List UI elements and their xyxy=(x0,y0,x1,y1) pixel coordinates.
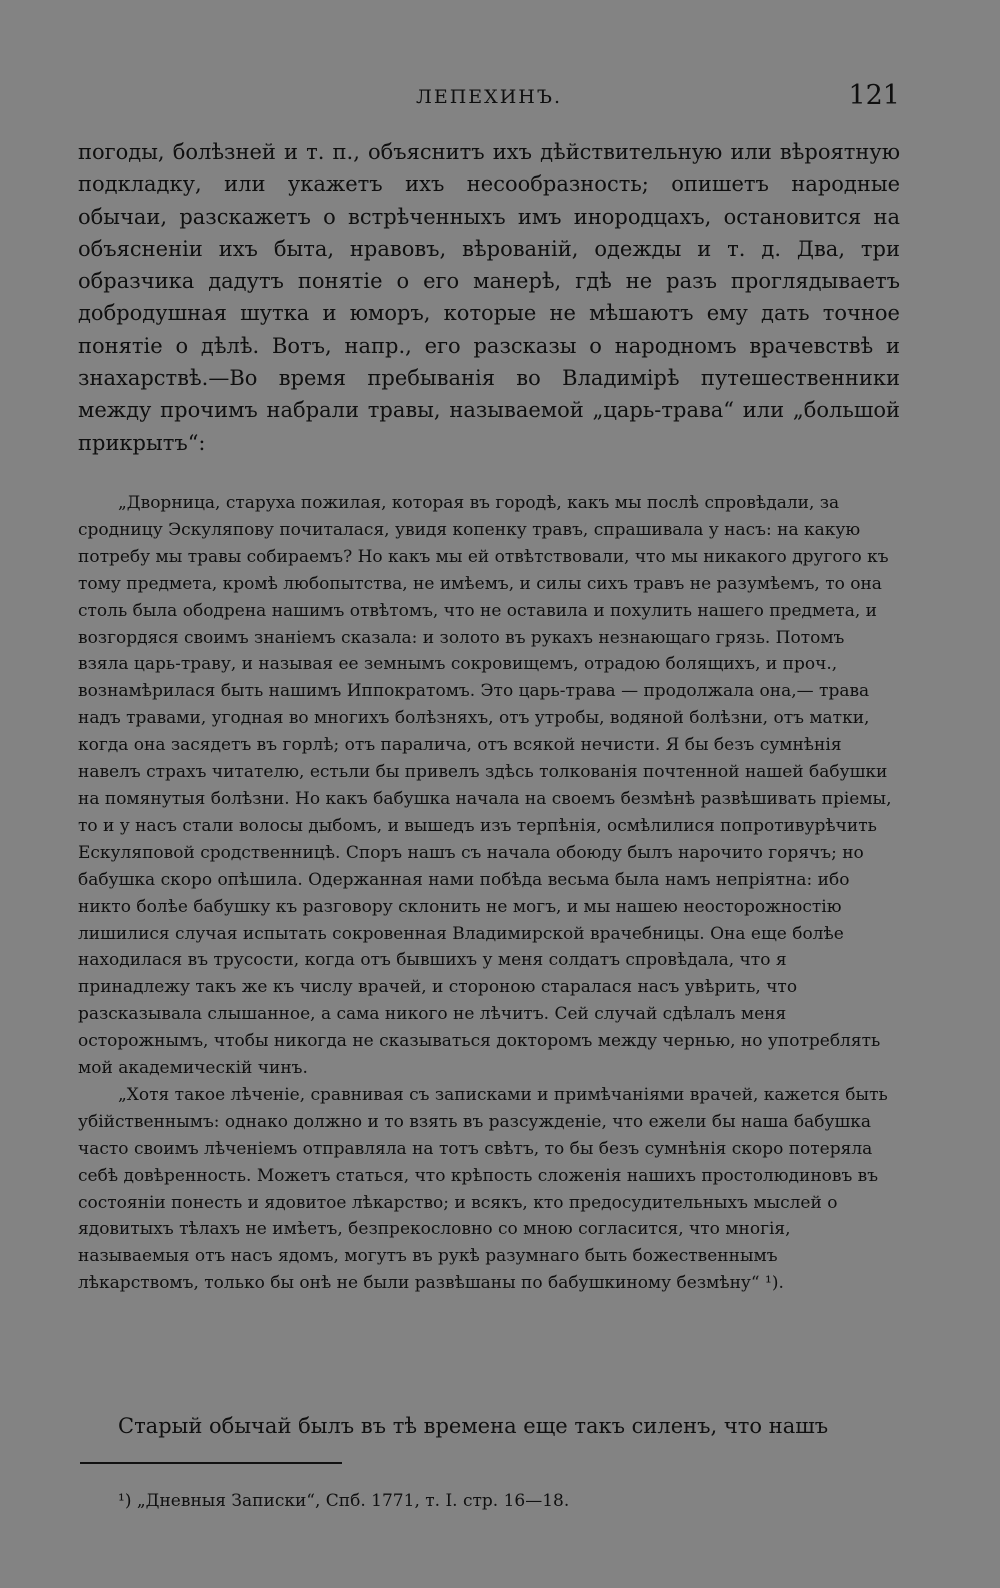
running-head xyxy=(78,80,900,114)
footnote-divider xyxy=(80,1462,342,1464)
main-paragraph: погоды, болѣзней и т. п., объяснитъ ихъ дѣйствительную или вѣроятную подкладку, или укажетъ ихъ несообразность; опишетъ народные обычаи, разскажетъ о встрѣченныхъ имъ инородцахъ, остановится на объясненіи ихъ быта, нравовъ, вѣрованій, одежды и т. д. Два, три образчика дадутъ понятіе о его манерѣ, гдѣ не разъ проглядываетъ добродушная шутка и юморъ, которые не мѣшаютъ ему дать точное понятіе о дѣлѣ. Вотъ, напр., его разсказы о народномъ врачевствѣ и знахарствѣ.—Во время пребыванія во Владимірѣ путешественники между прочимъ набрали травы, называемой „царь-трава“ или „большой прикрытъ“: xyxy=(78,140,900,455)
quotation-block xyxy=(78,490,900,1297)
closing-paragraph: Старый обычай былъ въ тѣ времена еще такъ силенъ, что нашъ xyxy=(118,1414,829,1438)
quote-paragraph-1: „Дворница, старуха пожилая, которая въ городѣ, какъ мы послѣ спровѣдали, за сродницу Эскуляпову почиталася, увидя копенку травъ, спрашивала у насъ: на какую потребу мы травы собираемъ? Но какъ мы ей отвѣтствовали, что мы никакого другого къ тому предмета, кромѣ любопытства, не имѣемъ, и силы сихъ травъ не разумѣемъ, то она столь была ободрена нашимъ отвѣтомъ, что не оставила и похулить нашего предмета, и возгордяся своимъ знаніемъ сказала: и золото въ рукахъ незнающаго грязь. Потомъ взяла царь-траву, и называя ее земнымъ сокровищемъ, отрадою болящихъ, и проч., вознамѣрилася быть нашимъ Иппократомъ. Это царь-трава — продолжала она,— трава надъ травами, угодная во многихъ болѣзняхъ, отъ утробы, водяной болѣзни, отъ матки, когда она засядетъ въ горлѣ; отъ паралича, отъ всякой нечисти. Я бы безъ сумнѣнія навелъ страхъ читателю, естьли бы привелъ здѣсь толкованія почтенной нашей бабушки на помянутыя болѣзни. Но какъ бабушка начала на своемъ безмѣнѣ развѣшивать пріемы, то и у насъ стали волосы дыбомъ, и вышедъ изъ терпѣнія, осмѣлилися попротивурѣчить Ескуляповой сродственницѣ. Споръ нашъ съ начала обоюду былъ нарочито горячъ; но бабушка скоро опѣшила. Одержанная нами побѣда весьма была намъ непріятна: ибо никто болѣе бабушку къ разговору склонить не могъ, и мы нашею неосторожностію лишилися случая испытать сокровенная Владимирской врачебницы. Она еще болѣе находилася въ трусости, когда отъ бывшихъ у меня солдатъ спровѣдала, что я принадлежу такъ же къ числу врачей, и стороною старалася насъ увѣрить, что разсказывала слышанное, а сама никого не лѣчитъ. Сей случай сдѣлалъ меня осторожнымъ, чтобы никогда не сказываться докторомъ между чернью, но употреблять мой академическій чинъ. xyxy=(78,493,892,1079)
page-number: 121 xyxy=(848,80,900,111)
running-title: ЛЕПЕХИНЪ. xyxy=(416,86,562,108)
quote-paragraph-2: „Хотя такое лѣченіе, сравнивая съ записками и примѣчаніями врачей, кажется быть убійственнымъ: однако должно и то взять въ разсужденіе, что ежели бы наша бабушка часто своимъ лѣченіемъ отправляла на тотъ свѣтъ, то бы безъ сумнѣнія скоро потеряла себѣ довѣренность. Можетъ статься, что крѣпость сложенія нашихъ простолюдиновъ въ состояніи понесть и ядовитое лѣкарство; и всякъ, кто предосудительныхъ мыслей о ядовитыхъ тѣлахъ не имѣетъ, безпрекословно со мною согласится, что многія, называемыя отъ насъ ядомъ, могутъ въ рукѣ разумнаго быть божественнымъ лѣкарствомъ, только бы онѣ не были развѣшаны по бабушкиному безмѣну“ ¹). xyxy=(78,1084,888,1294)
footnote: ¹) „Дневныя Записки“, Спб. 1771, т. I. стр. 16—18. xyxy=(118,1491,570,1511)
